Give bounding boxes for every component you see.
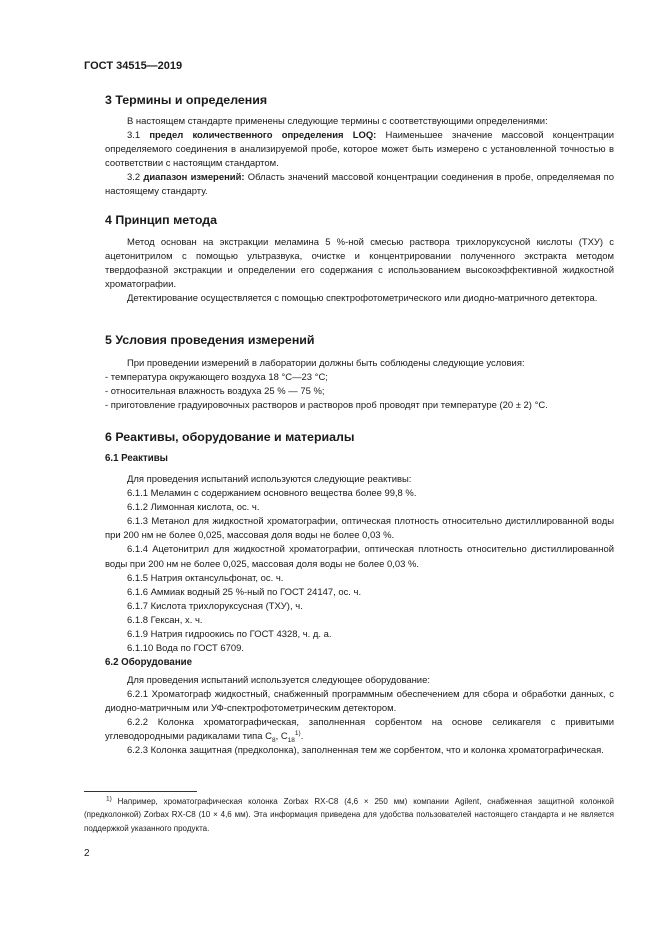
section-5-intro: При проведении измерений в лаборатории должны быть соблюдены следующие условия:	[127, 358, 525, 369]
subsection-6-1-heading: 6.1 Реактивы	[105, 453, 168, 464]
section-3-intro: В настоящем стандарте применены следующие термины с соответствующими определениями:	[127, 116, 548, 127]
section-4-body	[105, 236, 614, 306]
section-3-heading: 3 Термины и определения	[105, 93, 268, 107]
condition-item: - температура окружающего воздуха 18 °С—23 °С;	[105, 372, 328, 384]
section-5-heading: 5 Условия проведения измерений	[105, 333, 315, 347]
term-3-2-number: 3.2	[127, 172, 141, 184]
term-3-2	[105, 171, 614, 199]
footnote-text: Например, хроматографическая колонка Zorbax RX-C8 (4,6 × 250 мм) компании Agilent, снабженная защитной колонкой (предколонкой) Zorbax RX-C8 (10 × 4,6 мм). Эта информация приведена для удобства пользователей настоящего стандарта и не является поддержкой указанного продукта.	[84, 797, 614, 833]
equipment-item-column: 6.2.2 Колонка хроматографическая, заполненная сорбентом на основе селикагеля с привитыми углеводородными радикалами типа $C_8$, $C_{18}^{1)}$.	[105, 717, 614, 745]
section-5-body	[105, 357, 614, 413]
term-3-1-term: предел количественного определения LOQ:	[149, 130, 377, 142]
reagent-item: 6.1.2 Лимонная кислота, ос. ч.	[127, 502, 260, 514]
subsection-6-2-heading: 6.2 Оборудование	[105, 657, 193, 668]
term-3-1-definition: Наименьшее значение массовой концентрации определяемого соединения в анализируемой пробе, которое может быть измерено с установленной точностью в соответствии с настоящим стандартом.	[105, 130, 615, 170]
reagent-item: 6.1.1 Меламин с содержанием основного вещества более 99,8 %.	[127, 488, 417, 500]
term-3-2-definition: Область значений массовой концентрации соединения в пробе, определяемая по настоящему стандарту.	[105, 172, 615, 198]
reagent-item: 6.1.5 Натрия октансульфонат, ос. ч.	[127, 572, 284, 584]
footnote-divider	[84, 791, 197, 792]
reagent-item: 6.1.3 Метанол для жидкостной хроматографии, оптическая плотность относительно дистиллированной воды при 200 нм не более 0,025, массовая доля воды не более 0,03 %.	[105, 516, 614, 542]
subsection-6-1-body	[105, 473, 614, 656]
reagent-item: 6.1.7 Кислота трихлоруксусная (ТХУ), ч.	[127, 600, 303, 612]
equipment-item: 6.2.3 Колонка защитная (предколонка), заполненная тем же сорбентом, что и колонка хроматографическая.	[127, 745, 604, 757]
equipment-intro: Для проведения испытаний используется следующее оборудование:	[127, 675, 430, 686]
reagent-item: 6.1.8 Гексан, х. ч.	[127, 614, 203, 626]
term-3-2-term: диапазон измерений:	[143, 172, 245, 184]
footnote	[84, 795, 614, 835]
footnote-mark: 1)	[106, 795, 112, 803]
subsection-6-2-body	[105, 674, 614, 759]
document-header: ГОСТ 34515—2019	[84, 60, 183, 72]
reagent-item: 6.1.10 Вода по ГОСТ 6709.	[127, 643, 244, 655]
equipment-item: 6.2.1 Хроматограф жидкостный, снабженный программным обеспечением для сбора и обработки данных, с диодно-матричным или УФ-спектрофотометрическим детектором.	[105, 689, 614, 715]
section-4-paragraph-1: Метод основан на экстракции меламина 5 %-ной смесью раствора трихлоруксусной кислоты (ТХУ) с ацетонитрилом с помощью ультразвука, очистке и концентрировании полученного экстракта методом твердофазной экстракции и определении его содержания с использованием высокоэффективной жидкостной хроматографии.	[105, 237, 614, 291]
condition-item: - приготовление градуировочных растворов и растворов проб проводят при температуре (20 ± 2) °С.	[105, 400, 548, 412]
section-4-heading: 4 Принцип метода	[105, 213, 218, 227]
footnote-reference[interactable]: 1)	[294, 730, 301, 738]
reagent-item: 6.1.4 Ацетонитрил для жидкостной хроматографии, оптическая плотность относительно дистиллированной воды при 200 нм не более 0,025, массовая доля воды не более 0,03 %.	[105, 544, 614, 570]
reagent-item: 6.1.6 Аммиак водный 25 %-ный по ГОСТ 24147, ос. ч.	[127, 586, 362, 598]
section-6-heading: 6 Реактивы, оборудование и материалы	[105, 430, 355, 444]
section-3-body	[105, 115, 614, 200]
term-3-1	[105, 129, 614, 171]
condition-item: - относительная влажность воздуха 25 % — 75 %;	[105, 386, 325, 398]
term-3-1-number: 3.1	[127, 130, 141, 142]
section-4-paragraph-2: Детектирование осуществляется с помощью спектрофотометрического или диодно-матричного детектора.	[127, 293, 598, 305]
reagent-item: 6.1.9 Натрия гидроокись по ГОСТ 4328, ч. д. а.	[127, 629, 332, 641]
reagents-intro: Для проведения испытаний используются следующие реактивы:	[127, 474, 412, 485]
page-number: 2	[84, 848, 90, 859]
